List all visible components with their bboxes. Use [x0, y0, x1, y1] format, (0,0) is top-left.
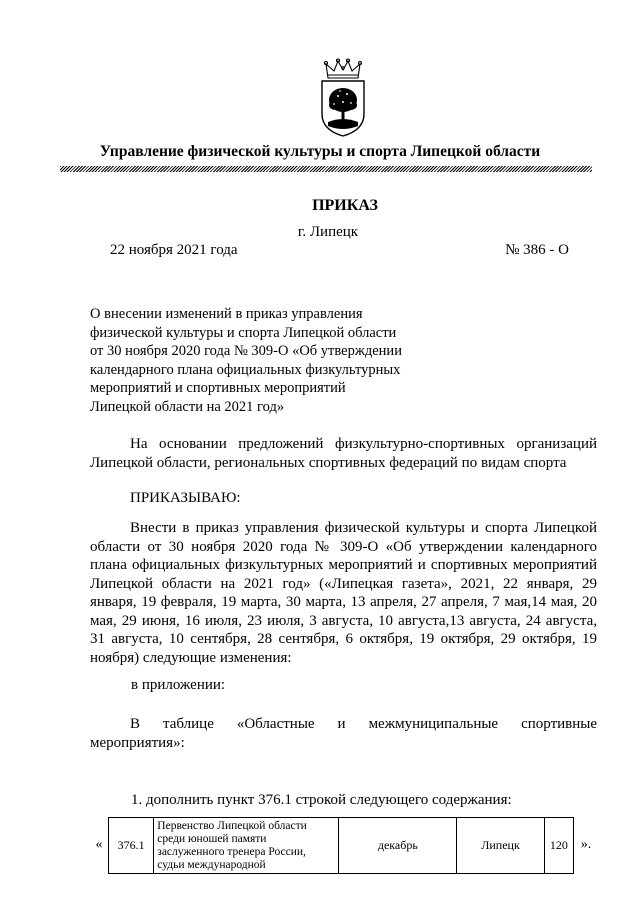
order-word: ПРИКАЗЫВАЮ:: [130, 490, 241, 506]
table-row: [109, 818, 574, 874]
document-subject: О внесении изменений в приказ управления физической культуры и спорта Липецкой области от 30 ноября 2020 года № 309-О «Об утверждении календарного плана официальных физкультурных мероприятий и спортивных мероприятий Липецкой области на 2021 год»: [90, 306, 402, 415]
open-quote: «: [95, 837, 103, 852]
cell-place: Липецк: [457, 818, 545, 874]
document-date: 22 ноября 2021 года: [110, 242, 238, 258]
inserted-table-row: [90, 817, 597, 875]
main-paragraph: Внести в приказ управления физической культуры и спорта Липецкой области от 30 ноября 2020 года № 309-О «Об утверждении календарного плана официальных физкультурных мероприятий и спортивных мероприятий Липецкой области на 2021 год» («Липецкая газета», 2021, 22 января, 29 января, 19 февраля, 19 марта, 30 марта, 13 апреля, 27 апреля, 7 мая,14 мая, 20 мая, 29 июня, 16 июля, 23 июля, 3 августа, 10 августа,13 августа, 24 августа, 31 августа, 10 сентября, 28 сентября, 6 октября, 19 октября, 29 октября, 19 ноября) следующие изменения:: [90, 520, 597, 666]
header-divider: [60, 166, 592, 172]
event-table: [108, 817, 574, 874]
appendix-line: в приложении:: [131, 677, 226, 693]
cell-event-name: Первенство Липецкой области среди юношей памяти заслуженного тренера России, судьи международной: [154, 818, 339, 874]
table-reference-paragraph: В таблице «Областные и межмуниципальные спортивные мероприятия»:: [90, 716, 597, 751]
close-quote: ».: [580, 837, 592, 852]
cell-participant-count: 120: [544, 818, 573, 874]
document-type: ПРИКАЗ: [312, 197, 378, 214]
item-1-line: 1. дополнить пункт 376.1 строкой следующего содержания:: [131, 792, 512, 808]
preamble-paragraph: На основании предложений физкультурно-спортивных организаций Липецкой области, региональных спортивных федераций по видам спорта: [90, 436, 597, 471]
document-number: № 386 - О: [505, 242, 569, 258]
cell-month: декабрь: [339, 818, 457, 874]
document-city: г. Липецк: [297, 224, 359, 240]
lipetsk-coat-of-arms-icon: [314, 58, 372, 140]
organization-name: Управление физической культуры и спорта Липецкой области: [99, 143, 541, 160]
cell-number: 376.1: [109, 818, 154, 874]
